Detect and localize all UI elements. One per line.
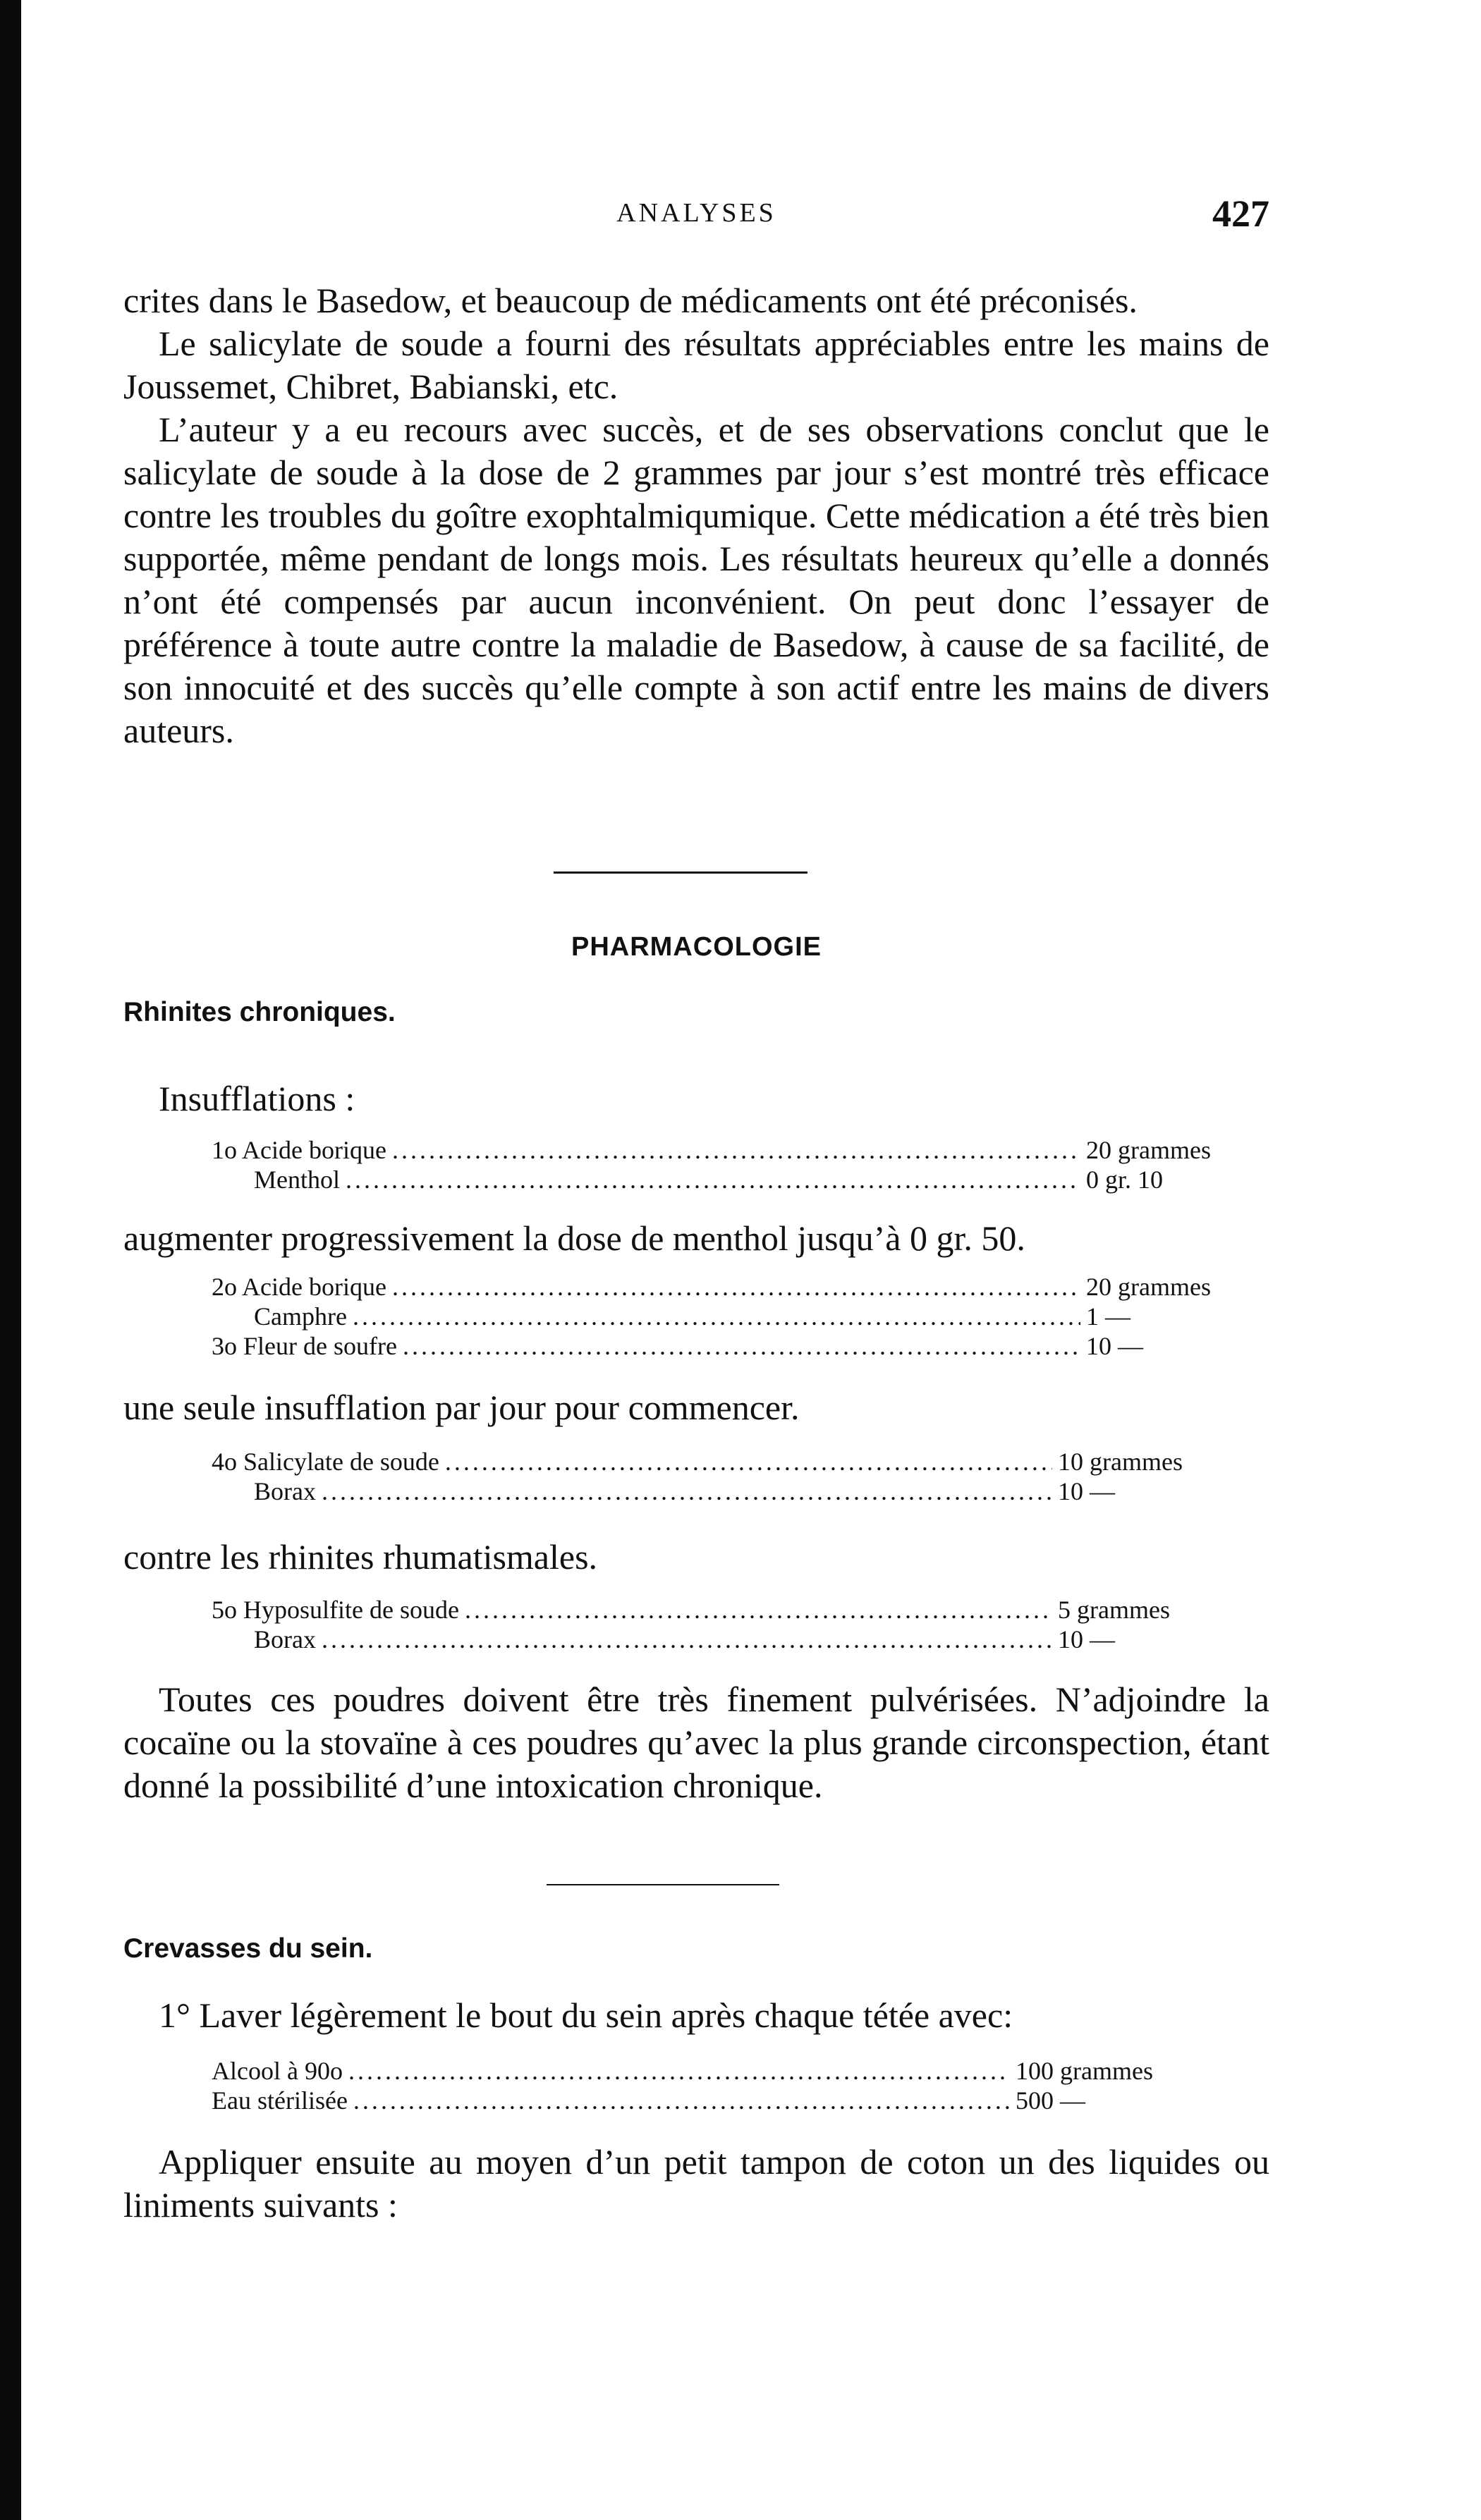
formula-row (212, 1272, 1269, 1302)
formula-3 (212, 1447, 1269, 1506)
dot-leader (445, 1447, 1052, 1476)
note-rhumatismales: contre les rhinites rhumatismales. (123, 1537, 598, 1577)
ingredient-name: Borax (254, 1477, 316, 1505)
formula-row (212, 2056, 1269, 2086)
formula-row (212, 1625, 1269, 1654)
book-spine-shadow (0, 0, 21, 2520)
formula-row (212, 1302, 1269, 1331)
ingredient-amount: 5 grammes (1058, 1596, 1170, 1624)
formula-row (212, 1331, 1269, 1361)
formula-1 (212, 1135, 1269, 1194)
ingredient-name: 2o Acide borique (212, 1273, 386, 1301)
dot-leader (346, 1165, 1080, 1194)
page-number: 427 (1212, 192, 1269, 235)
formula-row (212, 1447, 1269, 1476)
ingredient-name: Camphre (254, 1302, 347, 1331)
ingredient-name: Alcool à 90o (212, 2057, 343, 2085)
intro-paragraph-3: L’auteur y a eu recours avec succès, et de ses observations conclut que le salicylate de soude à la dose de 2 grammes par jour s’est montré très efficace contre les troubles du goître exophtalmiqumique. Cette médication a été très bien supportée, même pendant de longs mois. Les résultats heureux qu’elle a donnés n’ont été compensés par aucun inconvénient. On peut donc l’essayer de préférence à toute autre contre la maladie de Basedow, à cause de sa facilité, de son innocuité et des succès qu’elle compte à son actif entre les mains de divers auteurs. (123, 410, 1269, 750)
formula-row (212, 1476, 1269, 1506)
ingredient-amount: 10 — (1086, 1332, 1143, 1360)
dot-leader (392, 1272, 1080, 1302)
section-divider-small (547, 1884, 779, 1885)
formula-row (212, 1165, 1269, 1194)
ingredient-name: Borax (254, 1625, 316, 1653)
intro-paragraph-1: crites dans le Basedow, et beaucoup de médicaments ont été préconisés. (123, 281, 1138, 320)
crevasses-step-1: 1° Laver légèrement le bout du sein après chaque tétée avec: (159, 1995, 1013, 2035)
running-head (123, 192, 1269, 234)
ingredient-amount: 0 gr. 10 (1086, 1166, 1164, 1194)
dot-leader (465, 1595, 1052, 1625)
page (123, 0, 1269, 2520)
formula-row (212, 1595, 1269, 1625)
formula-2 (212, 1272, 1269, 1361)
running-title: ANALYSES (616, 198, 776, 228)
closing-paragraph: Appliquer ensuite au moyen d’un petit tampon de coton un des liquides ou liniments suivants : (123, 2142, 1269, 2225)
ingredient-name: 1o Acide borique (212, 1136, 386, 1164)
rhinites-heading: Rhinites chroniques. (123, 997, 396, 1027)
closing-paragraph: Toutes ces poudres doivent être très finement pulvérisées. N’adjoindre la cocaïne ou la stovaïne à ces poudres qu’avec la plus grande circonspection, étant donné la possibilité d’une intoxication chronique. (123, 1680, 1269, 1805)
ingredient-name: 3o Fleur de soufre (212, 1332, 397, 1360)
rhinites-closing (123, 1678, 1269, 1807)
intro-paragraph-2: Le salicylate de soude a fourni des résultats appréciables entre les mains de Joussemet, Chibret, Babianski, etc. (123, 324, 1269, 406)
dot-leader (322, 1476, 1052, 1506)
dot-leader (353, 2086, 1010, 2115)
ingredient-name: 4o Salicylate de soude (212, 1448, 439, 1476)
ingredient-name: Menthol (254, 1166, 340, 1194)
ingredient-amount: 100 grammes (1016, 2057, 1153, 2085)
ingredient-name: Eau stérilisée (212, 2086, 348, 2115)
formula-4 (212, 1595, 1269, 1654)
formula-row (212, 1135, 1269, 1165)
dot-leader (392, 1135, 1080, 1165)
ingredient-amount: 10 — (1058, 1625, 1115, 1653)
dot-leader (353, 1302, 1080, 1331)
ingredient-name: 5o Hyposulfite de soude (212, 1596, 459, 1624)
ingredient-amount: 20 grammes (1086, 1136, 1211, 1164)
section-title: PHARMACOLOGIE (571, 932, 822, 962)
formula-row (212, 2086, 1269, 2115)
crevasses-closing (123, 2141, 1269, 2227)
note-insufflation: une seule insufflation par jour pour commencer. (123, 1388, 800, 1427)
dot-leader (348, 2056, 1010, 2086)
insufflations-label: Insufflations : (159, 1079, 355, 1118)
crevasses-heading: Crevasses du sein. (123, 1933, 373, 1964)
ingredient-amount: 10 grammes (1058, 1448, 1183, 1476)
ingredient-amount: 20 grammes (1086, 1273, 1211, 1301)
ingredient-amount: 500 — (1016, 2086, 1085, 2115)
intro-text (123, 279, 1269, 752)
dot-leader (322, 1625, 1052, 1654)
dot-leader (403, 1331, 1080, 1361)
ingredient-amount: 1 — (1086, 1302, 1130, 1331)
ingredient-amount: 10 — (1058, 1477, 1115, 1505)
formula-5 (212, 2056, 1269, 2115)
section-divider (554, 871, 807, 874)
note-menthol: augmenter progressivement la dose de menthol jusqu’à 0 gr. 50. (123, 1218, 1025, 1258)
